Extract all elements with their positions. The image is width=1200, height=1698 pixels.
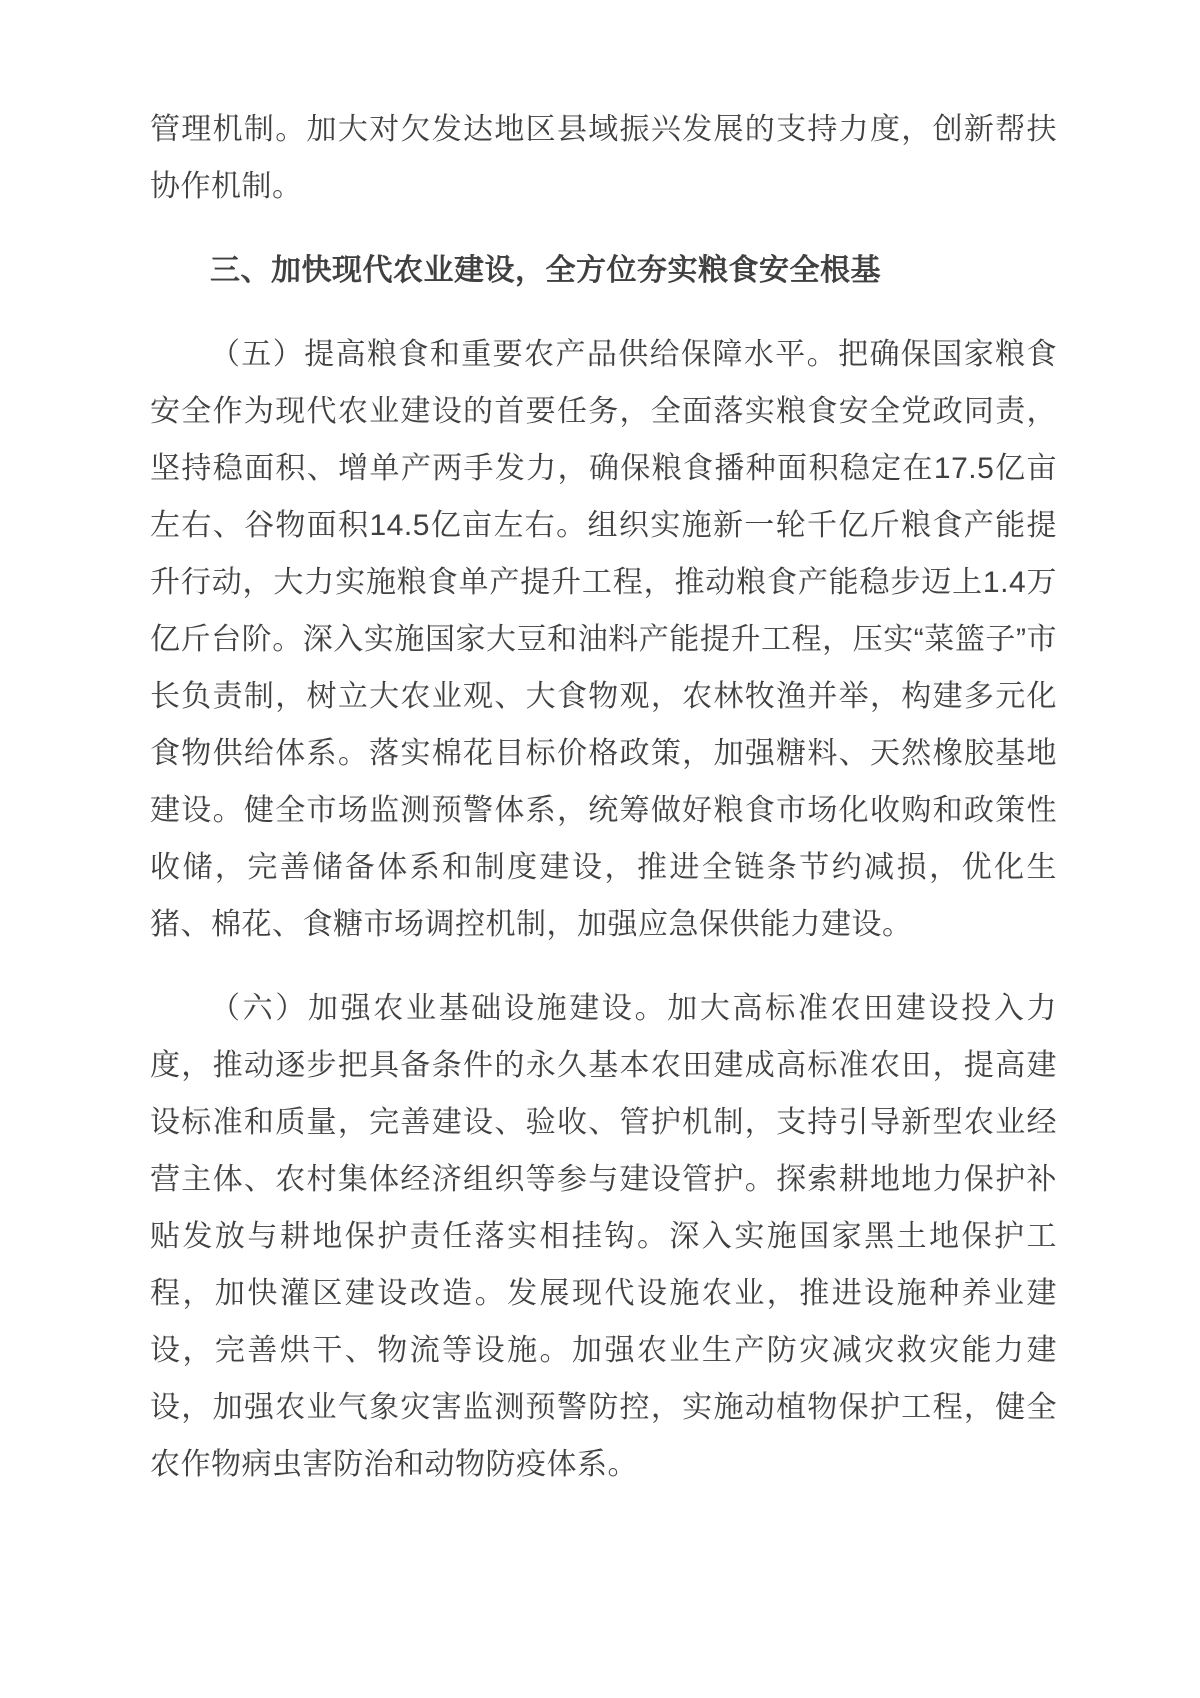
paragraph-continuation: 管理机制。加大对欠发达地区县域振兴发展的支持力度，创新帮扶协作机制。 — [150, 113, 1057, 203]
paragraph-item-six: （六）加强农业基础设施建设。加大高标准农田建设投入力度，推动逐步把具备条件的永久基本农田建成高标准农田，提高建设标准和质量，完善建设、验收、管护机制，支持引导新型农业经营主体、农村集体经济组织等参与建设管护。探索耕地地力保护补贴发放与耕地保护责任落实相挂钩。深入实施国家黑土地保护工程，加快灌区建设改造。发展现代设施农业，推进设施种养业建设，完善烘干、物流等设施。加强农业生产防灾减灾救灾能力建设，加强农业气象灾害监测预警防控，实施动植物保护工程，健全农作物病虫害防治和动物防疫体系。 — [150, 992, 1057, 1481]
paragraph-item-five: （五）提高粮食和重要农产品供给保障水平。把确保国家粮食安全作为现代农业建设的首要任务，全面落实粮食安全党政同责，坚持稳面积、增单产两手发力，确保粮食播种面积稳定在17.5亿亩左右、谷物面积14.5亿亩左右。组织实施新一轮千亿斤粮食产能提升行动，大力实施粮食单产提升工程，推动粮食产能稳步迈上1.4万亿斤台阶。深入实施国家大豆和油料产能提升工程，压实“菜篮子”市长负责制，树立大农业观、大食物观，农林牧渔并举，构建多元化食物供给体系。落实棉花目标价格政策，加强糖料、天然橡胶基地建设。健全市场监测预警体系，统筹做好粮食市场化收购和政策性收储，完善储备体系和制度建设，推进全链条节约减损，优化生猪、棉花、食糖市场调控机制，加强应急保供能力建设。 — [150, 338, 1057, 941]
section-heading: 三、加快现代农业建设，全方位夯实粮食安全根基 — [210, 254, 881, 287]
